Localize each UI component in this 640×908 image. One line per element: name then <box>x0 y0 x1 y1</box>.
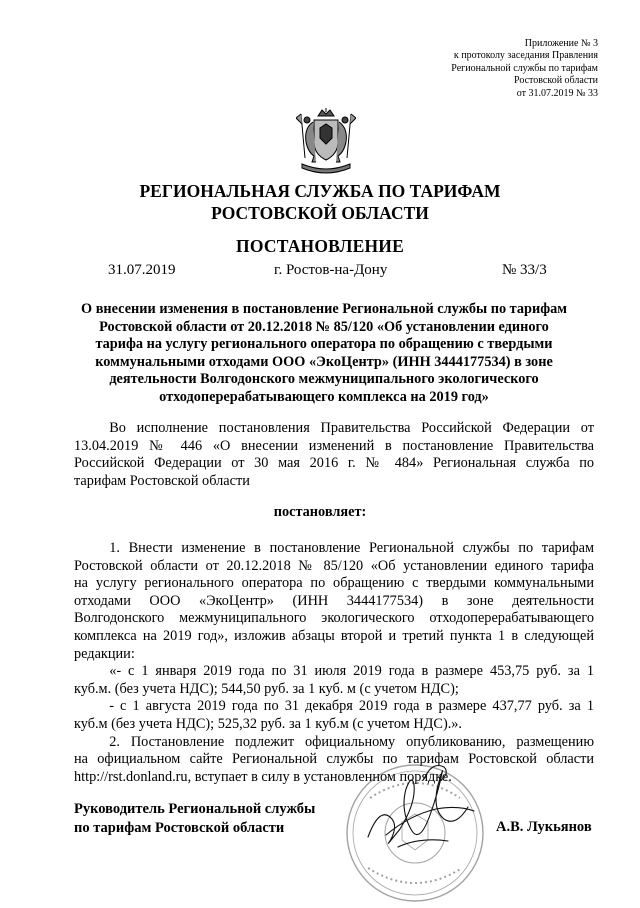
clause-line: комплекса на 2019 год», изложив абзацы второй и третий пункта 1 в следующей <box>74 627 594 644</box>
clause-line: http://rst.donland.ru, вступает в силу в установленном порядке. <box>74 768 452 785</box>
preamble-line: Во исполнение постановления Правительства Российской Федерации от <box>109 420 594 436</box>
preamble-line: Российской Федерации от 30 мая 2016 г. № 484» Региональная служба по <box>74 455 594 472</box>
document-number: № 33/3 <box>502 262 547 278</box>
clause-line: куб.м. (без учета НДС); 544,50 руб. за 1 куб. м (с учетом НДС); <box>74 680 459 697</box>
clause-line: куб.м (без учета НДС); 525,32 руб. за 1 куб.м (с учетом НДС).». <box>74 715 462 732</box>
document-type: ПОСТАНОВЛЕНИЕ <box>236 236 404 256</box>
subject-line: коммунальными отходами ООО «ЭкоЦентр» (ИНН 3444177534) в зоне <box>95 353 553 370</box>
coat-of-arms-icon <box>296 108 356 174</box>
clauses-section <box>74 540 594 786</box>
appendix-line: Приложение № 3 <box>524 38 598 49</box>
clause-line: 1. Внести изменение в постановление Региональной службы по тарифам <box>109 540 594 556</box>
subject-line: О внесении изменения в постановление Региональной службы по тарифам <box>81 301 567 317</box>
subject-line: Ростовской области от 20.12.2018 № 85/120 «Об установлении единого <box>99 318 549 335</box>
organization-line-2: РОСТОВСКОЙ ОБЛАСТИ <box>211 203 429 223</box>
preamble-line: 13.04.2019 № 446 «О внесении изменений в постановление Правительства <box>74 437 594 454</box>
document-subject <box>64 301 584 407</box>
appendix-line: от 31.07.2019 № 33 <box>516 87 598 99</box>
signatory-name: А.В. Лукьянов <box>496 819 592 835</box>
clause-line: на услугу регионального оператора по обращению с твердыми коммунальными <box>74 575 594 592</box>
clause-line: «- с 1 января 2019 года по 31 июля 2019 года в размере 453,75 руб. за 1 <box>109 663 594 680</box>
subject-line: тарифа на услугу регионального оператора по обращению с твердыми <box>95 336 553 353</box>
clause-line: на официальном сайте Региональной службы по тарифам Ростовской области <box>74 751 594 768</box>
preamble-line: тарифам Ростовской области <box>74 472 250 489</box>
clause-line: отходами ООО «ЭкоЦентр» (ИНН 3444177534) в зоне деятельности <box>74 592 594 609</box>
subject-line: отходоперерабатывающего комплекса на 2019 год» <box>159 388 489 405</box>
organization-line-1: РЕГИОНАЛЬНАЯ СЛУЖБА ПО ТАРИФАМ <box>139 181 501 201</box>
appendix-line: Ростовской области <box>514 75 598 87</box>
signatory-position-line-2: по тарифам Ростовской области <box>74 820 285 836</box>
clause-line: - с 1 августа 2019 года по 31 декабря 2019 года в размере 437,77 руб. за 1 <box>109 698 594 715</box>
subject-line: деятельности Волгодонского межмуниципального экологического <box>109 371 539 388</box>
preamble-paragraph <box>74 420 594 490</box>
handwritten-signature-icon <box>340 745 490 875</box>
appendix-line: к протоколу заседания Правления <box>453 50 598 62</box>
appendix-note <box>378 38 598 100</box>
signatory-position-line-1: Руководитель Региональной службы <box>74 801 316 817</box>
clause-line: Ростовской области от 20.12.2018 № 85/120 «Об установлении единого тарифа <box>74 557 594 574</box>
document-date: 31.07.2019 <box>108 262 176 278</box>
clause-line: редакции: <box>74 645 135 662</box>
organization-name <box>0 180 640 224</box>
clause-line: Волгодонского межмуниципального экологического отходоперерабатывающего <box>74 610 594 627</box>
appendix-line: Региональной службы по тарифам <box>451 62 598 74</box>
decree-word: постановляет: <box>273 504 367 520</box>
document-city: г. Ростов-на-Дону <box>274 262 388 278</box>
signatory-position <box>74 800 315 838</box>
clause-line: 2. Постановление подлежит официальному опубликованию, размещению <box>109 733 594 750</box>
